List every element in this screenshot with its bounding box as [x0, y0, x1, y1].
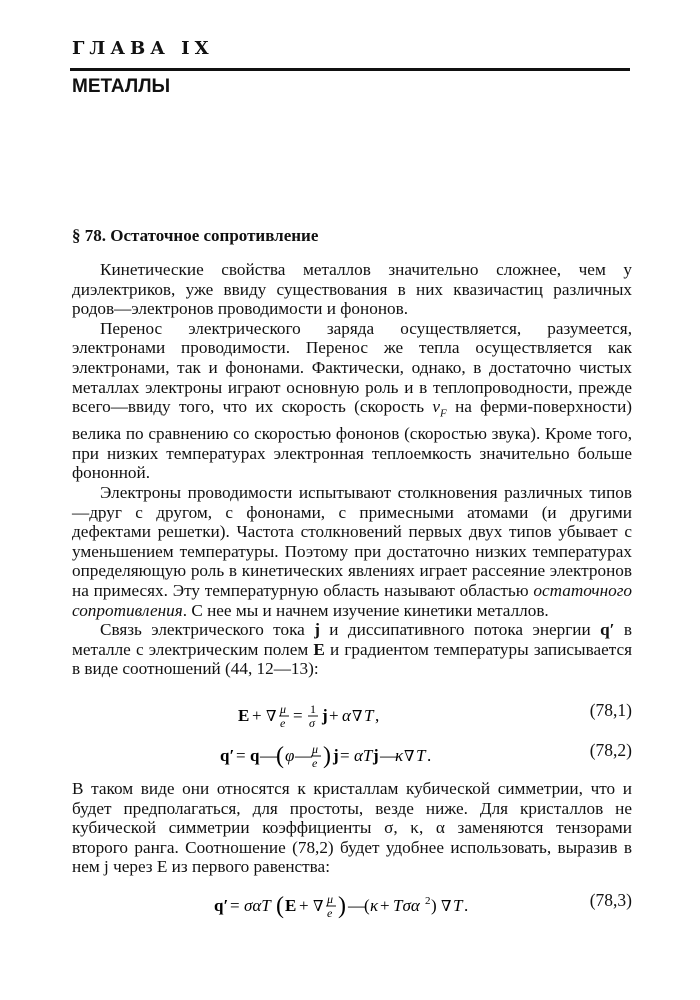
svg-text:.: . [464, 895, 469, 915]
svg-text:σ: σ [309, 715, 315, 730]
equation-formula [72, 701, 632, 731]
svg-text:j: j [322, 705, 328, 725]
equation-formula [72, 741, 632, 771]
svg-text:q: q [250, 745, 260, 765]
svg-text:+: + [380, 895, 390, 915]
chapter-label: ГЛАВА IX [72, 38, 214, 59]
equation-number: (78,1) [589, 699, 632, 720]
svg-text:∇: ∇ [266, 706, 277, 725]
svg-text:.: . [427, 745, 432, 765]
svg-text:—: — [295, 745, 312, 765]
paragraph-4: Связь электрического тока j и диссипативного потока энергии q′ в металле с электрическим полем E и градиентом температуры записывается в виде соотношений (44, 12—13): [72, 620, 633, 679]
chapter-title: МЕТАЛЛЫ [72, 76, 171, 97]
svg-text:αT: αT [354, 745, 373, 765]
equation-78-2 [72, 733, 632, 769]
equation-number: (78,2) [589, 739, 632, 760]
svg-text:(: ( [276, 892, 284, 919]
paragraph-2: Перенос электрического заряда осуществляется, разумеется, электронами проводимости. Перенос же тепла осуществляется как электронами, так и фононами. Фактически, однако, в достаточно чистых металлах электроны играют основную роль и в теплопроводности, прежде всего—ввиду того, что их скорость (скорость $v_F$ на ферми-поверхности) велика по сравнению со скоростью фононов (скоростью звука). Кроме того, при низких температурах электронная теплоемкость значительно больше фононной. [72, 318, 632, 483]
svg-text:E: E [238, 705, 250, 725]
svg-text:E: E [285, 895, 297, 915]
svg-text:μ: μ [312, 741, 319, 756]
svg-text:): ) [323, 742, 331, 769]
equation-number: (78,3) [589, 889, 632, 910]
svg-text:Tσα: Tσα [393, 895, 420, 915]
svg-text:—: — [380, 745, 397, 765]
paragraph-5: В таком виде они относятся к кристаллам кубической симметрии, что и будет предполагаться, для простоты, везде ниже. Для кристаллов не кубической симметрии коэффициенты σ, κ, α заменяются тензорами второго ранга. Соотношение (78,2) будет удобнее использовать, выразив в нем j через E из первого равенства: [72, 778, 632, 877]
svg-text:2: 2 [425, 894, 431, 907]
svg-text:q′: q′ [220, 745, 235, 765]
svg-text:(: ( [276, 742, 284, 769]
svg-text:e: e [327, 905, 333, 920]
svg-text:q′: q′ [214, 895, 229, 915]
paragraph-3: Электроны проводимости испытывают столкновения различных типов—друг с другом, с фононами, с примесными атомами (и другими дефектами решетки). Частота столкновений первых двух типов убывает с уменьшением температуры. Поэтому при достаточно низких температурах определяющую роль в кинетических явлениях играет рассеяние электронов на примесях. Эту температурную область называют областью остаточного сопротивления. С нее мы и начнем изучение кинетики металлов. [72, 482, 632, 620]
svg-text:∇: ∇ [404, 746, 415, 765]
svg-text:α: α [342, 705, 351, 725]
svg-text:∇: ∇ [441, 896, 452, 915]
svg-text:φ: φ [285, 745, 295, 765]
svg-text:μ: μ [327, 891, 334, 906]
equation-78-1 [72, 693, 632, 729]
svg-text:e: e [280, 715, 286, 730]
svg-text:T: T [364, 705, 374, 725]
svg-text:T: T [416, 745, 426, 765]
equation-78-3 [72, 883, 632, 919]
svg-text:): ) [431, 895, 437, 915]
svg-text:—: — [348, 895, 365, 915]
svg-text:κ: κ [395, 745, 404, 765]
svg-text:=: = [236, 745, 246, 765]
svg-text:,: , [375, 705, 380, 725]
svg-text:κ: κ [370, 895, 379, 915]
svg-text:e: e [312, 755, 318, 770]
svg-text:∇: ∇ [313, 896, 324, 915]
svg-text:+: + [299, 895, 309, 915]
header-rule [70, 68, 630, 71]
svg-text:σαT: σαT [244, 895, 271, 915]
equation-formula [72, 891, 632, 921]
svg-text:=: = [340, 745, 350, 765]
svg-text:+: + [329, 705, 339, 725]
svg-text:—: — [260, 745, 277, 765]
svg-text:): ) [338, 892, 346, 919]
svg-text:(: ( [364, 895, 370, 915]
svg-text:∇: ∇ [352, 706, 363, 725]
svg-text:+: + [252, 705, 262, 725]
svg-text:=: = [230, 895, 240, 915]
body-text [72, 260, 632, 919]
svg-text:1: 1 [310, 701, 316, 716]
section-heading: § 78. Остаточное сопротивление [72, 226, 319, 245]
svg-text:j: j [333, 745, 339, 765]
svg-text:μ: μ [280, 701, 287, 716]
svg-text:=: = [293, 705, 303, 725]
svg-text:T: T [453, 895, 463, 915]
paragraph-1: Кинетические свойства металлов значительно сложнее, чем у диэлектриков, уже ввиду существования в них квазичастиц различных родов—электронов проводимости и фононов. [72, 260, 632, 319]
svg-text:j: j [373, 745, 379, 765]
